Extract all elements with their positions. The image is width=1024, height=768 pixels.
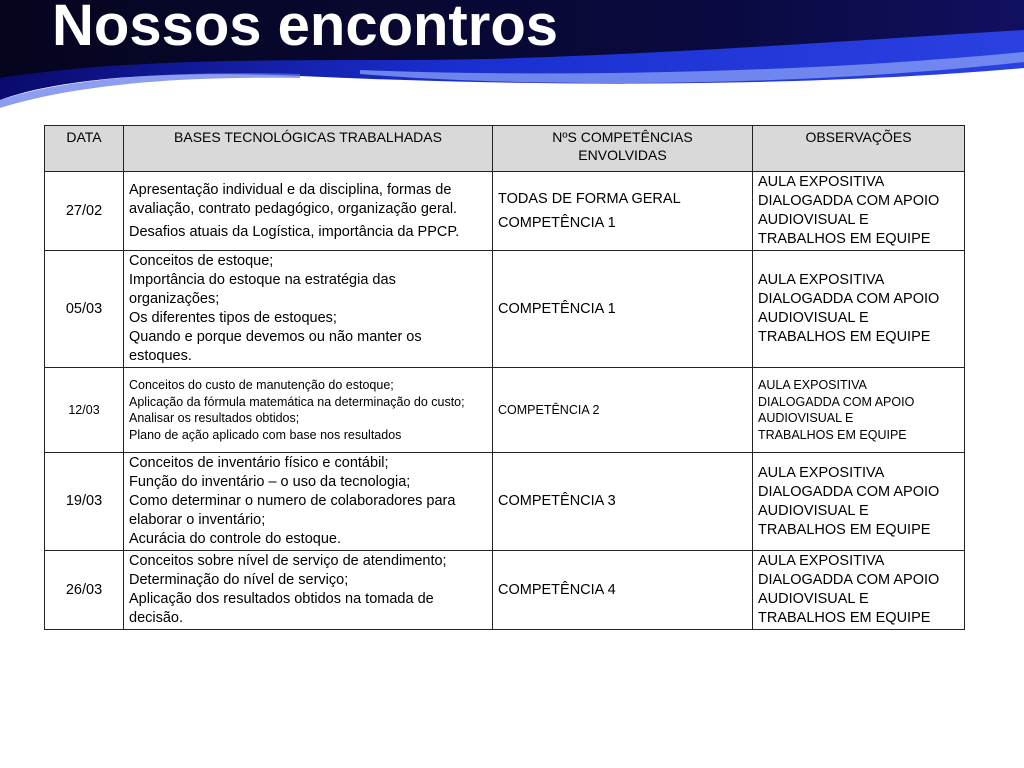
bases-cell xyxy=(124,368,493,453)
bases-line: Função do inventário – o uso da tecnologia; xyxy=(129,474,411,490)
observacoes-line: AUDIOVISUAL E xyxy=(758,411,854,425)
observacoes-line: AULA EXPOSITIVA xyxy=(758,553,885,569)
table-row xyxy=(45,453,965,551)
date-cell: 05/03 xyxy=(45,251,124,368)
competencias-cell xyxy=(493,172,753,251)
observacoes-cell xyxy=(753,453,965,551)
bases-line: Como determinar o numero de colaboradores para elaborar o inventário; xyxy=(129,493,456,528)
date-cell: 12/03 xyxy=(45,368,124,453)
header-bases: BASES TECNOLÓGICAS TRABALHADAS xyxy=(124,126,493,172)
observacoes-line: TRABALHOS EM EQUIPE xyxy=(758,427,907,442)
bases-line: Desafios atuais da Logística, importância da PPCP. xyxy=(129,223,460,240)
competencias-cell xyxy=(493,453,753,551)
bases-cell xyxy=(124,251,493,368)
bases-line: Os diferentes tipos de estoques; xyxy=(129,310,337,326)
competencias-line: COMPETÊNCIA 1 xyxy=(498,214,616,231)
observacoes-cell xyxy=(753,251,965,368)
bases-line: Conceitos de inventário físico e contábil; xyxy=(129,455,389,471)
header-competencias-line: NºS COMPETÊNCIAS xyxy=(552,129,693,145)
header-competencias-line: ENVOLVIDAS xyxy=(578,147,667,163)
observacoes-line: AULA EXPOSITIVA xyxy=(758,464,885,481)
observacoes-line: DIALOGADDA COM APOIO xyxy=(758,193,940,209)
header-observacoes: OBSERVAÇÕES xyxy=(753,126,965,172)
competencias-line: COMPETÊNCIA 1 xyxy=(498,300,616,317)
bases-line: Conceitos do custo de manutenção do estoque; xyxy=(129,378,394,392)
date-cell: 19/03 xyxy=(45,453,124,551)
bases-line: Conceitos de estoque; xyxy=(129,253,274,269)
table-row xyxy=(45,251,965,368)
observacoes-line: TRABALHOS EM EQUIPE xyxy=(758,329,931,345)
observacoes-line: TRABALHOS EM EQUIPE xyxy=(758,521,931,538)
observacoes-line: AULA EXPOSITIVA xyxy=(758,272,885,288)
table-header-row xyxy=(45,126,965,172)
header-competencias xyxy=(493,126,753,172)
observacoes-line: AUDIOVISUAL E xyxy=(758,502,869,519)
competencias-cell xyxy=(493,551,753,630)
observacoes-line: AULA EXPOSITIVA xyxy=(758,174,885,190)
slide-title: Nossos encontros xyxy=(52,0,558,58)
observacoes-line: AULA EXPOSITIVA xyxy=(758,378,867,392)
schedule-table xyxy=(44,125,965,630)
bases-line: Plano de ação aplicado com base nos resultados xyxy=(129,427,402,442)
bases-cell xyxy=(124,551,493,630)
bases-line: Analisar os resultados obtidos; xyxy=(129,411,300,425)
competencias-line: COMPETÊNCIA 4 xyxy=(498,581,616,598)
bases-line: Conceitos sobre nível de serviço de atendimento; xyxy=(129,553,447,569)
observacoes-line: DIALOGADDA COM APOIO xyxy=(758,291,940,307)
bases-cell xyxy=(124,172,493,251)
observacoes-line: DIALOGADDA COM APOIO xyxy=(758,483,940,500)
date-cell: 27/02 xyxy=(45,172,124,251)
bases-line: Quando e porque devemos ou não manter os estoques. xyxy=(129,329,422,364)
bases-line: Determinação do nível de serviço; xyxy=(129,572,349,588)
competencias-cell xyxy=(493,368,753,453)
observacoes-line: AUDIOVISUAL E xyxy=(758,591,869,607)
observacoes-cell xyxy=(753,172,965,251)
table-row xyxy=(45,551,965,630)
bases-line: Apresentação individual e da disciplina, formas de avaliação, contrato pedagógico, organização geral. xyxy=(129,181,458,217)
competencias-line: TODAS DE FORMA GERAL xyxy=(498,190,681,207)
observacoes-line: AUDIOVISUAL E xyxy=(758,212,869,228)
bases-line: Aplicação da fórmula matemática na determinação do custo; xyxy=(129,394,465,409)
observacoes-cell xyxy=(753,368,965,453)
table-row xyxy=(45,172,965,251)
header-date: DATA xyxy=(45,126,124,172)
competencias-line: COMPETÊNCIA 2 xyxy=(498,402,600,417)
observacoes-cell xyxy=(753,551,965,630)
bases-cell xyxy=(124,453,493,551)
date-cell: 26/03 xyxy=(45,551,124,630)
bases-line: Acurácia do controle do estoque. xyxy=(129,531,341,547)
competencias-cell xyxy=(493,251,753,368)
bases-line: Importância do estoque na estratégia das organizações; xyxy=(129,272,396,307)
table-row xyxy=(45,368,965,453)
observacoes-line: DIALOGADDA COM APOIO xyxy=(758,394,915,409)
observacoes-line: TRABALHOS EM EQUIPE xyxy=(758,231,931,247)
competencias-line: COMPETÊNCIA 3 xyxy=(498,493,616,509)
bases-line: Aplicação dos resultados obtidos na tomada de decisão. xyxy=(129,591,434,626)
observacoes-line: TRABALHOS EM EQUIPE xyxy=(758,610,931,626)
observacoes-line: AUDIOVISUAL E xyxy=(758,310,869,326)
observacoes-line: DIALOGADDA COM APOIO xyxy=(758,572,940,588)
